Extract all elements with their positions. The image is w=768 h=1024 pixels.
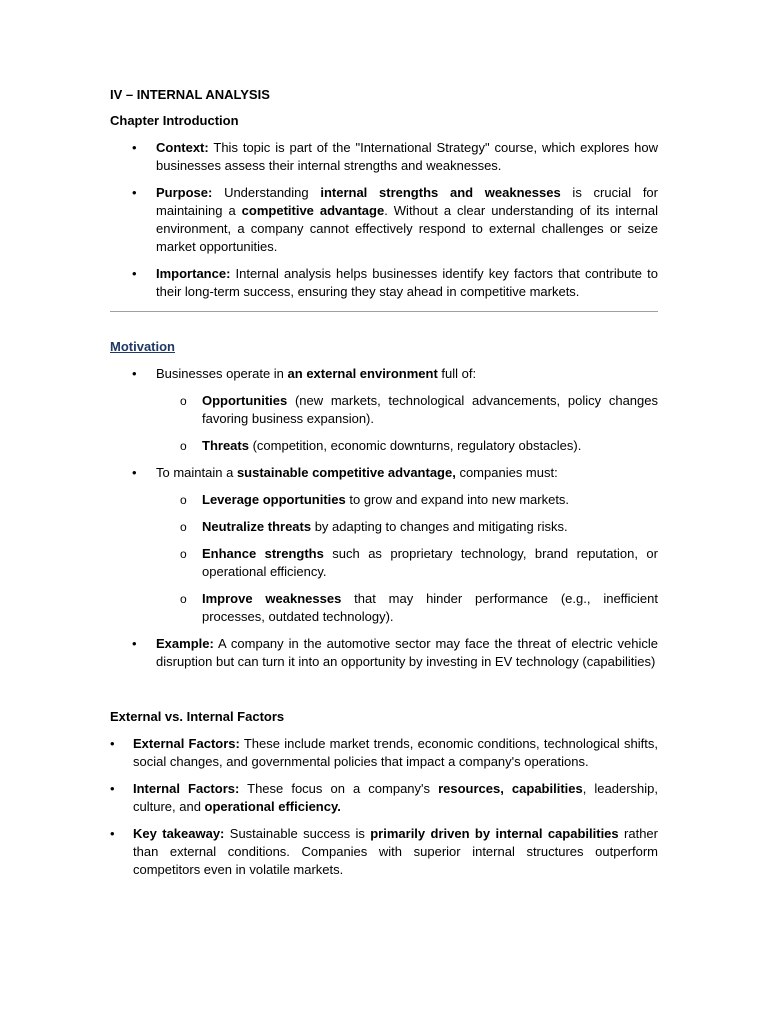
list-item-maintain: • To maintain a sustainable competitive advantage, companies must: o Leverage opportunities to grow and expand into new markets. o Neutralize threats by adapting to changes and mitigating risks. o Enhance strengths such as proprietary technology, brand reputation, or operational efficiency. o Improve weaknesses that may hinder performance (e.g., inefficient processes, outdated technology). xyxy=(110,464,658,626)
list-item-purpose: • Purpose: Understanding internal strengths and weaknesses is crucial for maintaining a competitive advantage. Without a clear understanding of its internal environment, a company cannot effectively respond to external challenges or seize market opportunities. xyxy=(110,184,658,256)
list-item-external: • External Factors: These include market trends, economic conditions, technological shifts, social changes, and governmental policies that impact a company's operations. xyxy=(110,735,658,771)
document-content xyxy=(110,86,658,888)
list-item-context: • Context: This topic is part of the "International Strategy" course, which explores how businesses assess their internal strengths and weaknesses. xyxy=(110,139,658,175)
sublist-item-threats: o Threats (competition, economic downturns, regulatory obstacles). xyxy=(156,437,658,455)
list-item-internal: • Internal Factors: These focus on a company's resources, capabilities, leadership, culture, and operational efficiency. xyxy=(110,780,658,816)
maintain-sublist xyxy=(156,491,658,626)
document-title: IV – INTERNAL ANALYSIS xyxy=(110,87,270,102)
sublist-item-leverage: o Leverage opportunities to grow and expand into new markets. xyxy=(156,491,658,509)
sublist-item-enhance: o Enhance strengths such as proprietary technology, brand reputation, or operational efficiency. xyxy=(156,545,658,581)
sublist-item-opportunities: o Opportunities (new markets, technological advancements, policy changes favoring business expansion). xyxy=(156,392,658,428)
intro-list xyxy=(110,139,658,301)
list-item-importance: • Importance: Internal analysis helps businesses identify key factors that contribute to their long-term success, ensuring they stay ahead in competitive markets. xyxy=(110,265,658,301)
sublist-item-improve: o Improve weaknesses that may hinder performance (e.g., inefficient processes, outdated technology). xyxy=(156,590,658,626)
sublist-item-neutralize: o Neutralize threats by adapting to changes and mitigating risks. xyxy=(156,518,658,536)
environment-sublist xyxy=(156,392,658,455)
intro-heading: Chapter Introduction xyxy=(110,113,239,128)
motivation-list xyxy=(110,365,658,671)
horizontal-divider xyxy=(110,311,658,312)
list-item-example: • Example: A company in the automotive sector may face the threat of electric vehicle disruption but can turn it into an opportunity by investing in EV technology (capabilities) xyxy=(110,635,658,671)
list-item-takeaway: • Key takeaway: Sustainable success is primarily driven by internal capabilities rather than external conditions. Companies with superior internal structures outperform competitors even in volatile markets. xyxy=(110,825,658,879)
section-spacer xyxy=(110,680,658,708)
factors-heading: External vs. Internal Factors xyxy=(110,709,285,724)
motivation-heading-link[interactable]: Motivation xyxy=(110,339,175,354)
list-item-environment: • Businesses operate in an external environment full of: o Opportunities (new markets, technological advancements, policy changes favoring business expansion). o Threats (competition, economic downturns, regulatory obstacles). xyxy=(110,365,658,455)
factors-list xyxy=(110,735,658,879)
